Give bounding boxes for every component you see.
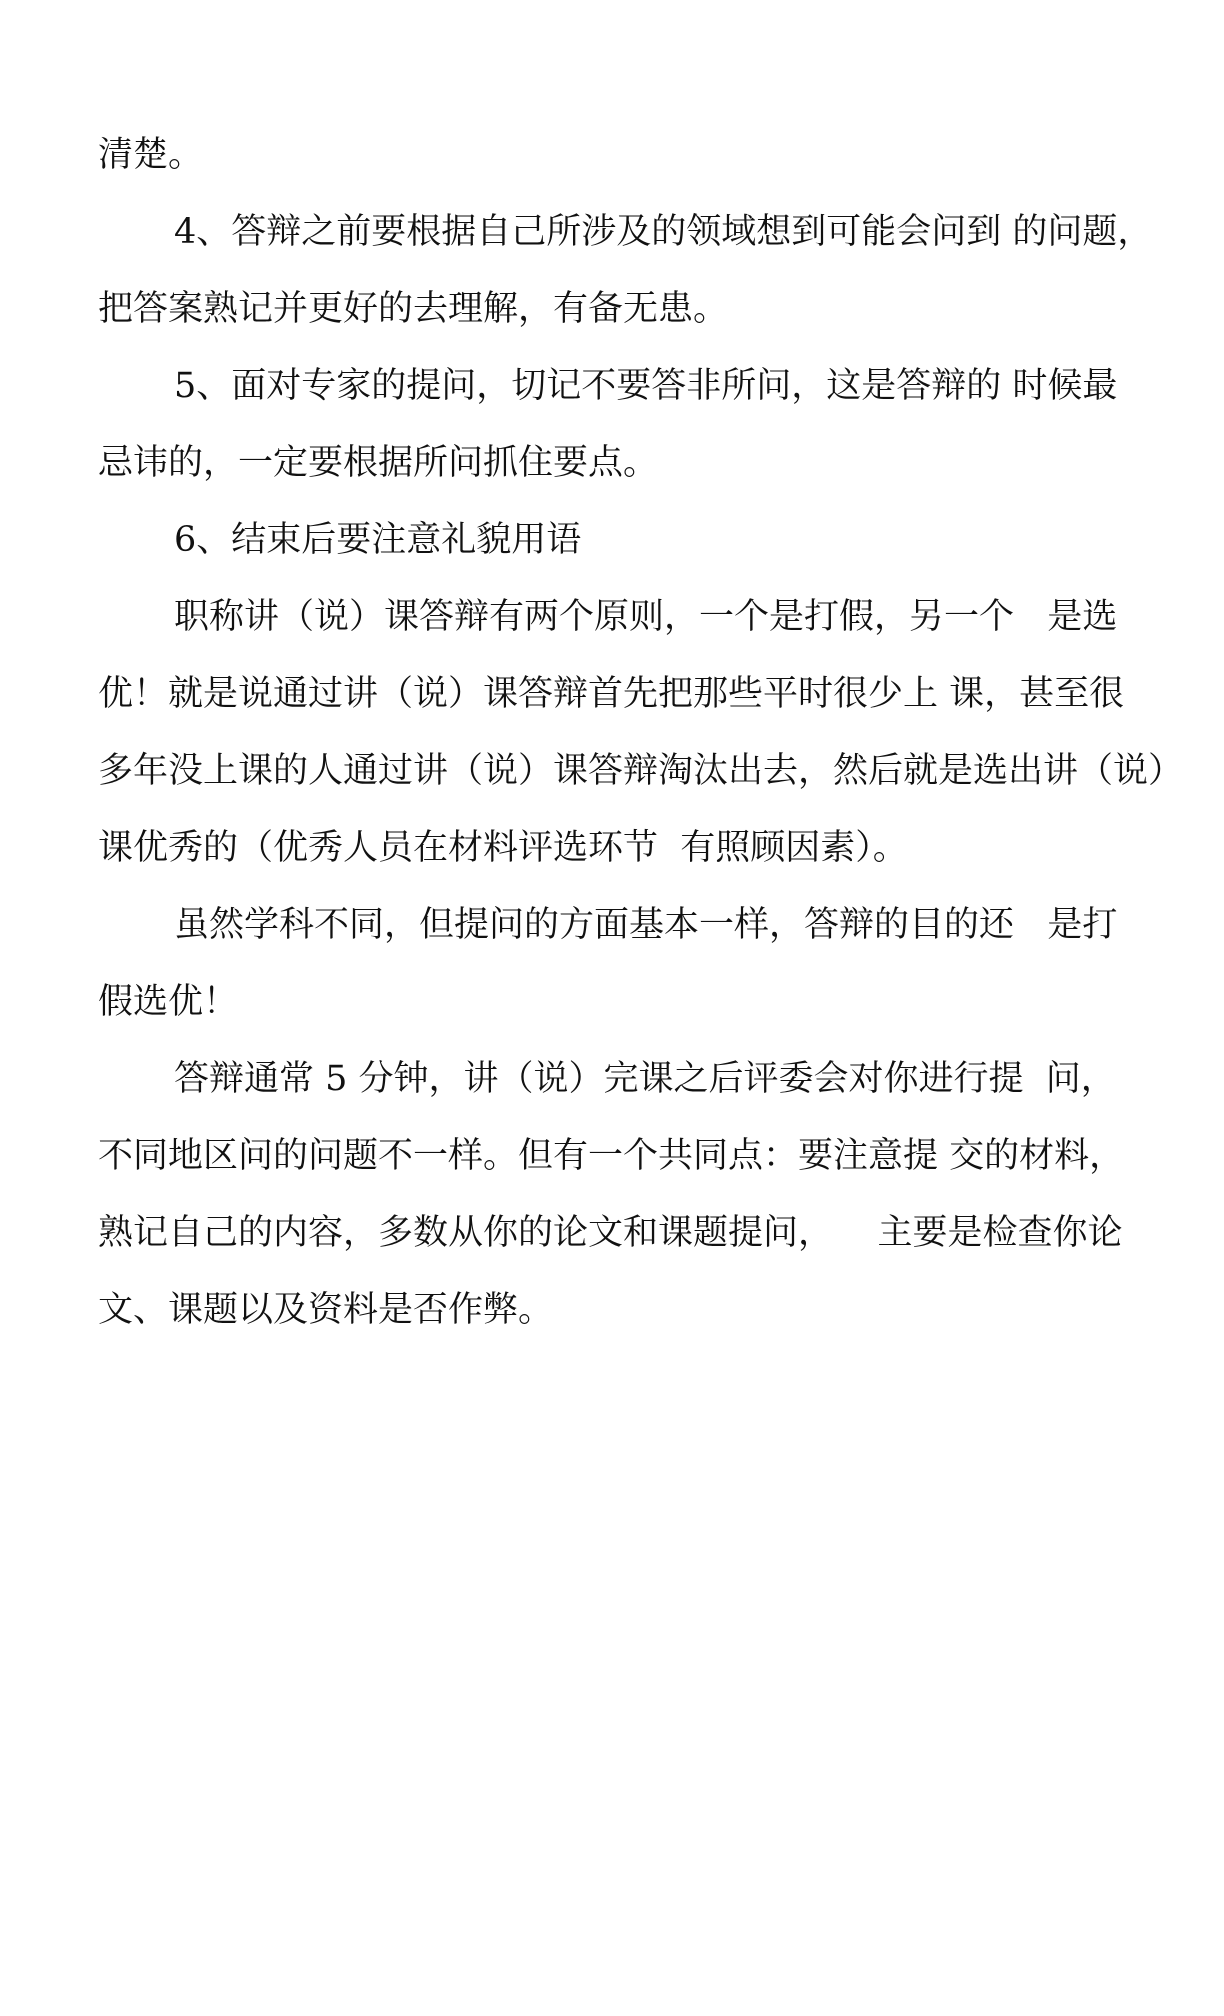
text-line: 忌讳的，一定要根据所问抓住要点。 (98, 443, 659, 483)
text-line: 多年没上课的人通过讲（说）课答辩淘汰出去，然后就是选出讲（说） (98, 751, 1184, 791)
text-line: 假选优！ (98, 982, 239, 1022)
text-line: 不同地区问的问题不一样。但有一个共同点：要注意提 交的材料， (98, 1136, 1125, 1176)
text-line: 5、面对专家的提问，切记不要答非所问，这是答辩的 时候最 (174, 366, 1118, 406)
text-line: 熟记自己的内容，多数从你的论文和课题提问， 主要是检查你论 (98, 1213, 1123, 1253)
text-line: 4、答辩之前要根据自己所涉及的领域想到可能会问到 的问题， (174, 212, 1153, 252)
text-line: 文、课题以及资料是否作弊。 (98, 1290, 554, 1330)
text-line: 优！就是说通过讲（说）课答辩首先把那些平时很少上 课，甚至很 (98, 674, 1125, 714)
text-line: 清楚。 (98, 135, 204, 175)
text-line: 6、结束后要注意礼貌用语 (174, 520, 582, 560)
text-line: 职称讲（说）课答辩有两个原则，一个是打假，另一个 是选 (174, 597, 1118, 637)
text-line: 虽然学科不同，但提问的方面基本一样，答辩的目的还 是打 (174, 905, 1118, 945)
text-line: 把答案熟记并更好的去理解，有备无患。 (98, 289, 729, 329)
text-line: 课优秀的（优秀人员在材料评选环节 有照顾因素）。 (98, 828, 908, 868)
text-line: 答辩通常 5 分钟，讲（说）完课之后评委会对你进行提 问， (174, 1059, 1116, 1099)
